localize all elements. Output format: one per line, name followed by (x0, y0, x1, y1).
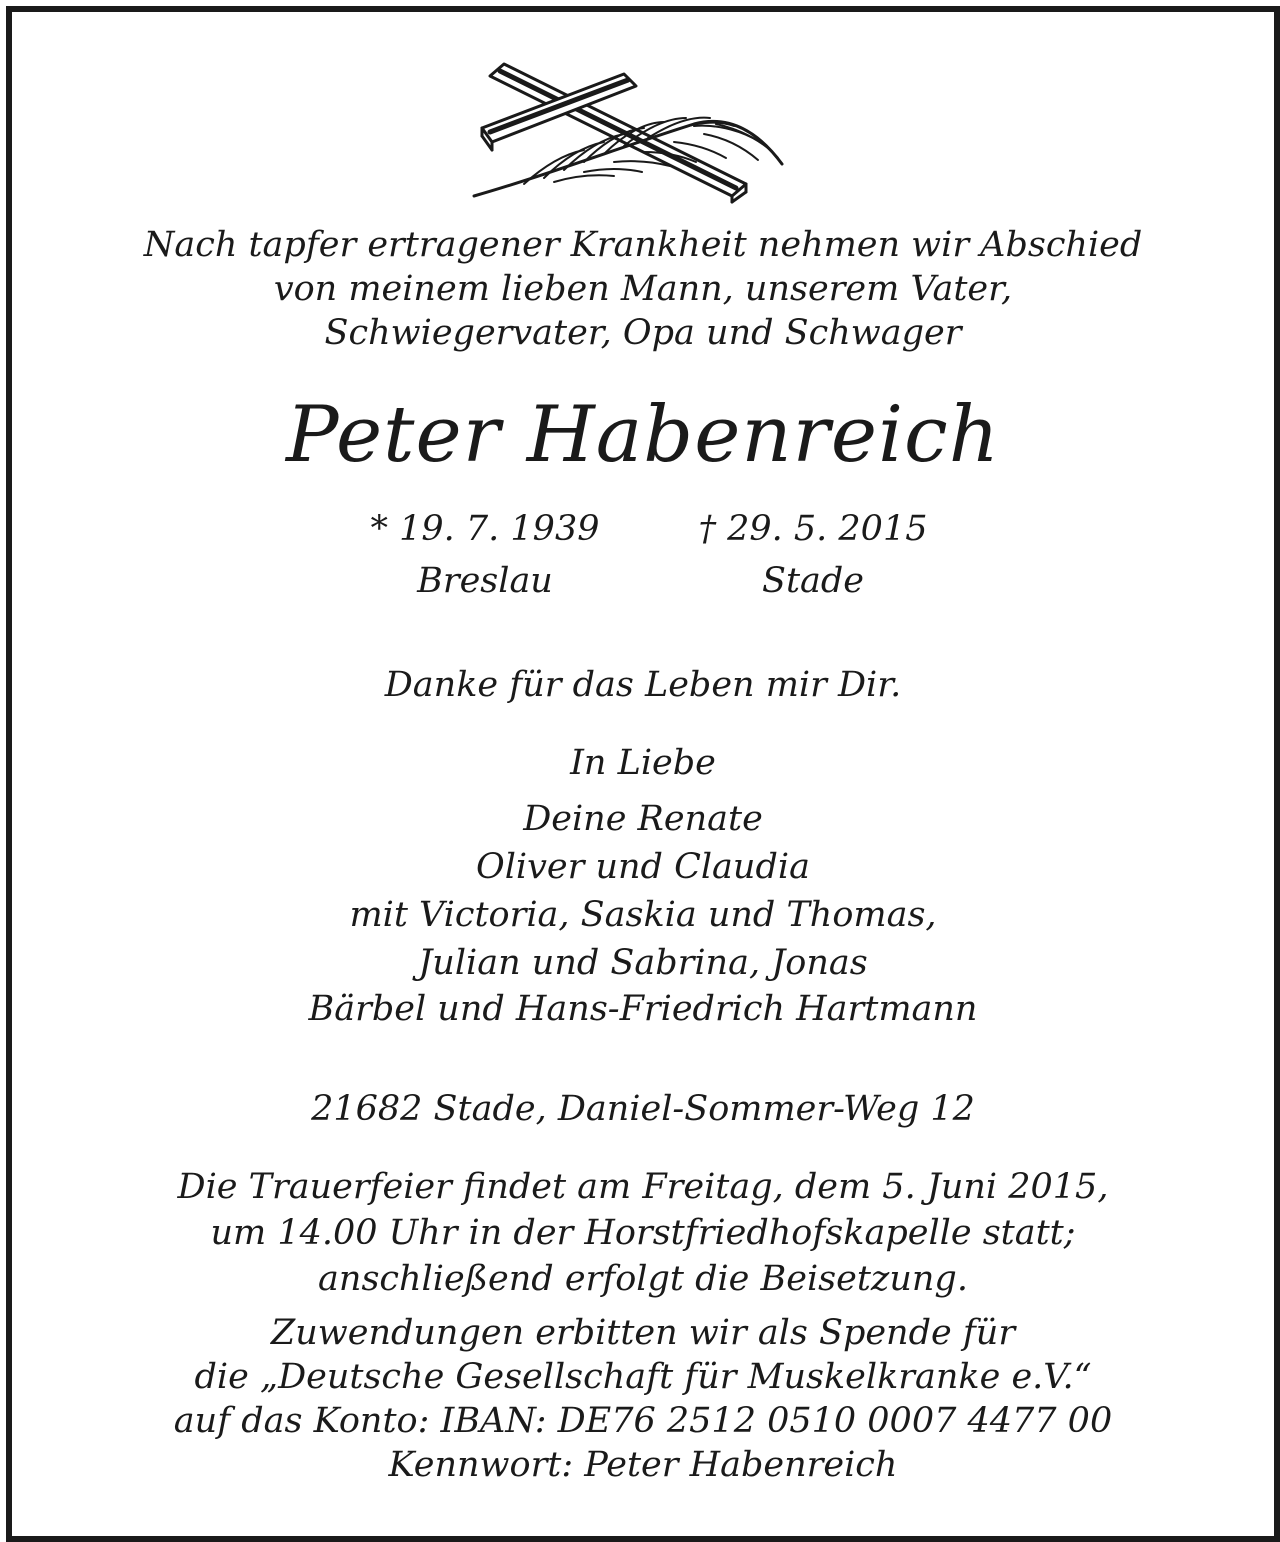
donation-line: Kennwort: Peter Habenreich (388, 1445, 898, 1485)
donation-line: die „Deutsche Gesellschaft für Muskelkranke e.V.“ (194, 1357, 1092, 1397)
family-name: Deine Renate (523, 799, 763, 839)
intro-line-2: von meinem lieben Mann, unserem Vater, (273, 269, 1013, 309)
death-date: † 29. 5. 2015 (698, 509, 928, 549)
family-name: Oliver und Claudia (476, 847, 810, 887)
funeral-line: anschließend erfolgt die Beisetzung. (318, 1259, 968, 1299)
cross-with-palm-branch-icon (464, 46, 794, 206)
intro-line-3: Schwiegervater, Opa und Schwager (324, 313, 962, 353)
family-name: Bärbel und Hans-Friedrich Hartmann (308, 989, 978, 1029)
family-opening: In Liebe (570, 743, 716, 783)
funeral-line: um 14.00 Uhr in der Horstfriedhofskapelle statt; (210, 1213, 1076, 1253)
birth-place: Breslau (417, 561, 553, 601)
birth-date: * 19. 7. 1939 (370, 509, 600, 549)
obituary-notice (6, 6, 1280, 1542)
family-name: Julian und Sabrina, Jonas (418, 943, 868, 983)
family-name: mit Victoria, Saskia und Thomas, (349, 895, 937, 935)
funeral-line: Die Trauerfeier findet am Freitag, dem 5. Juni 2015, (177, 1167, 1109, 1207)
deceased-name: Peter Habenreich (286, 390, 1000, 480)
intro-line-1: Nach tapfer ertragener Krankheit nehmen wir Abschied (143, 225, 1143, 265)
address: 21682 Stade, Daniel-Sommer-Weg 12 (311, 1089, 975, 1129)
donation-line: auf das Konto: IBAN: DE76 2512 0510 0007 4477 00 (173, 1401, 1113, 1441)
death-place: Stade (761, 561, 865, 601)
thanks-line: Danke für das Leben mir Dir. (384, 665, 902, 705)
donation-line: Zuwendungen erbitten wir als Spende für (270, 1313, 1016, 1353)
